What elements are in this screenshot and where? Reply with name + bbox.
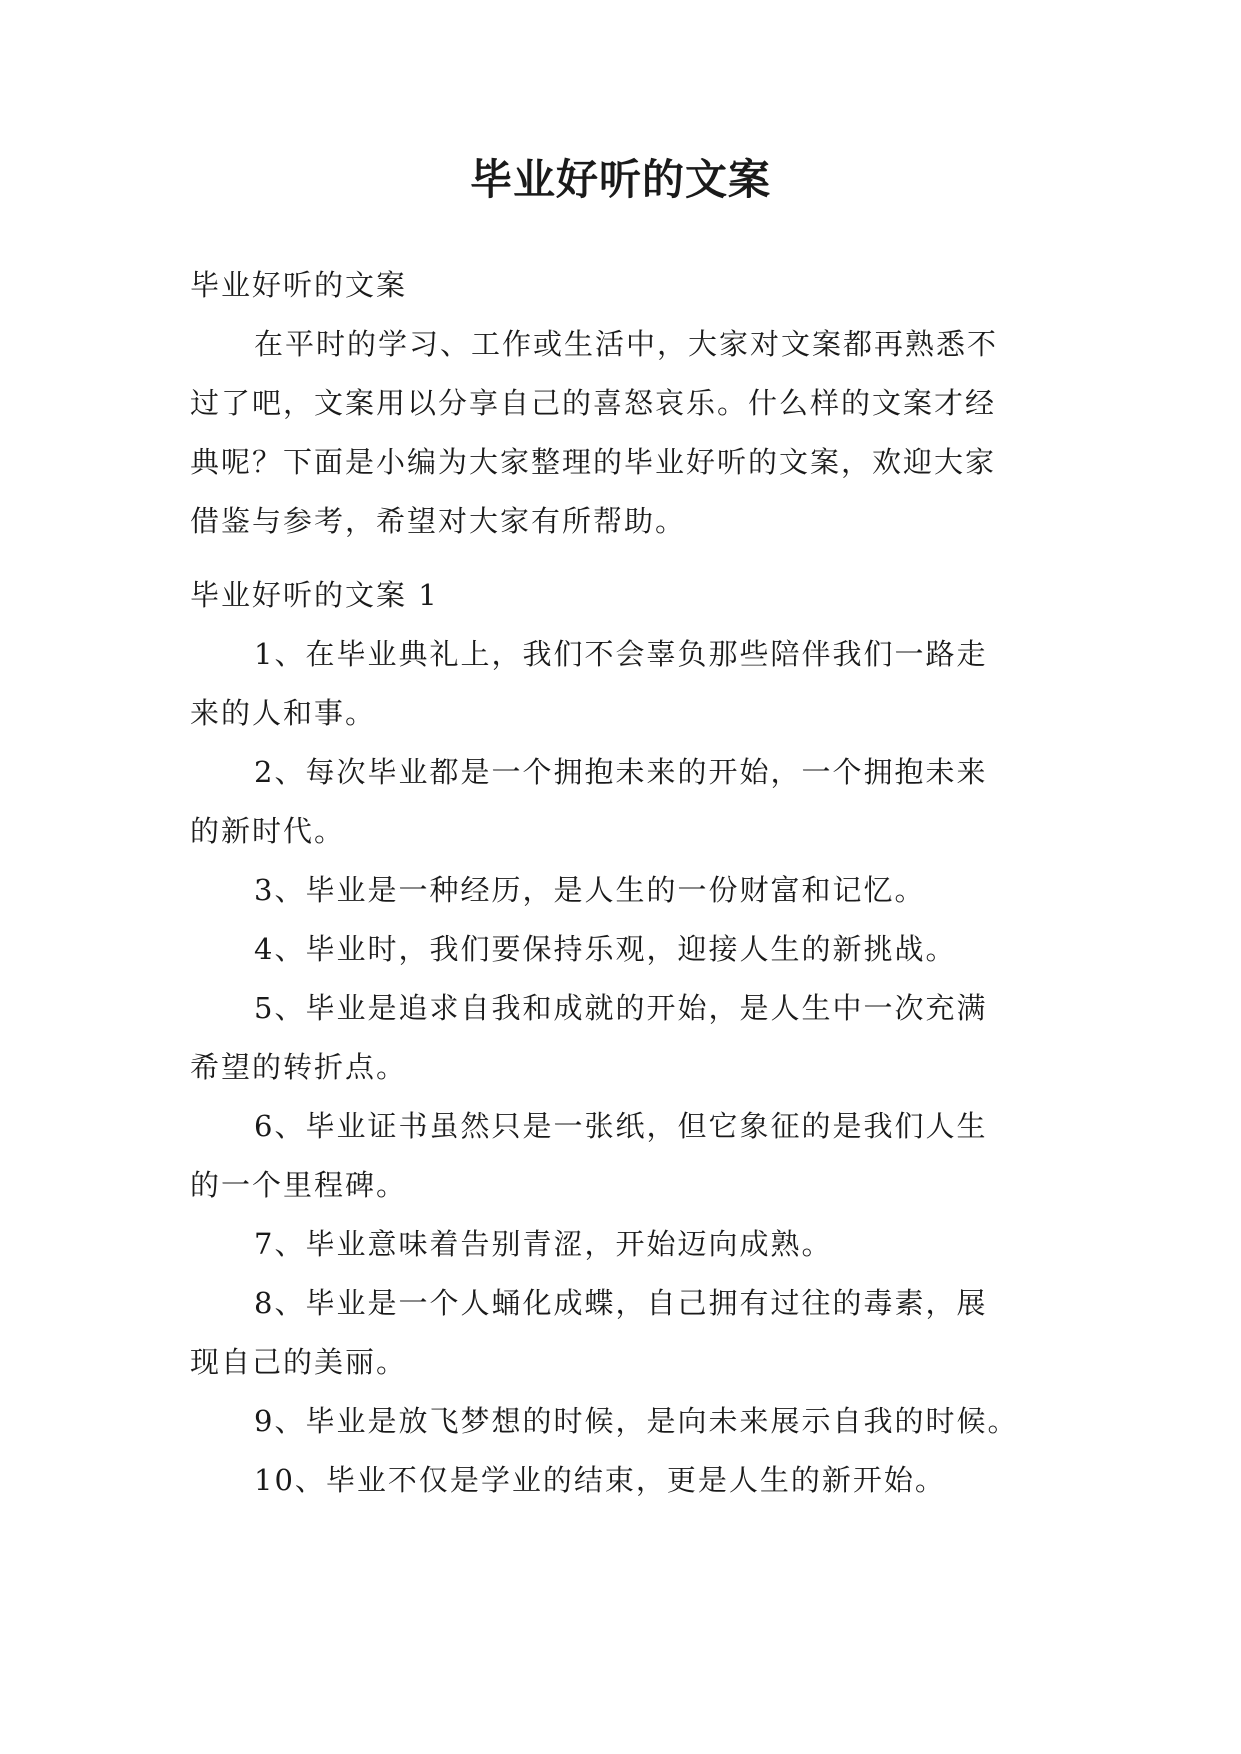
list-item-continuation: 来的人和事。 xyxy=(190,696,377,730)
intro-line: 在平时的学习、工作或生活中，大家对文案都再熟悉不 xyxy=(254,327,999,361)
list-item-continuation: 希望的转折点。 xyxy=(190,1050,408,1084)
intro-line: 借鉴与参考，希望对大家有所帮助。 xyxy=(190,504,687,538)
list-item: 1、在毕业典礼上，我们不会辜负那些陪伴我们一路走 xyxy=(254,637,988,671)
list-item-continuation: 的新时代。 xyxy=(190,814,346,848)
list-item: 2、每次毕业都是一个拥抱未来的开始，一个拥抱未来 xyxy=(254,755,988,789)
list-item: 6、毕业证书虽然只是一张纸，但它象征的是我们人生 xyxy=(254,1109,988,1143)
subtitle: 毕业好听的文案 xyxy=(190,268,408,302)
list-item: 4、毕业时，我们要保持乐观，迎接人生的新挑战。 xyxy=(254,932,957,966)
list-section xyxy=(190,566,1060,1510)
section-heading: 毕业好听的文案 1 xyxy=(190,578,439,612)
list-item-continuation: 的一个里程碑。 xyxy=(190,1168,408,1202)
intro-line: 过了吧，文案用以分享自己的喜怒哀乐。什么样的文案才经 xyxy=(190,386,997,420)
list-item: 3、毕业是一种经历，是人生的一份财富和记忆。 xyxy=(254,873,926,907)
list-item: 5、毕业是追求自我和成就的开始，是人生中一次充满 xyxy=(254,991,988,1025)
intro-line: 典呢？下面是小编为大家整理的毕业好听的文案，欢迎大家 xyxy=(190,445,997,479)
list-item: 10、毕业不仅是学业的结束，更是人生的新开始。 xyxy=(254,1463,946,1497)
list-item: 7、毕业意味着告别青涩，开始迈向成熟。 xyxy=(254,1227,833,1261)
list-item-continuation: 现自己的美丽。 xyxy=(190,1345,408,1379)
intro-section xyxy=(190,256,1060,551)
list-item: 9、毕业是放飞梦想的时候，是向未来展示自我的时候。 xyxy=(254,1404,1019,1438)
list-item: 8、毕业是一个人蛹化成蝶，自己拥有过往的毒素，展 xyxy=(254,1286,988,1320)
document-title: 毕业好听的文案 xyxy=(469,155,771,204)
